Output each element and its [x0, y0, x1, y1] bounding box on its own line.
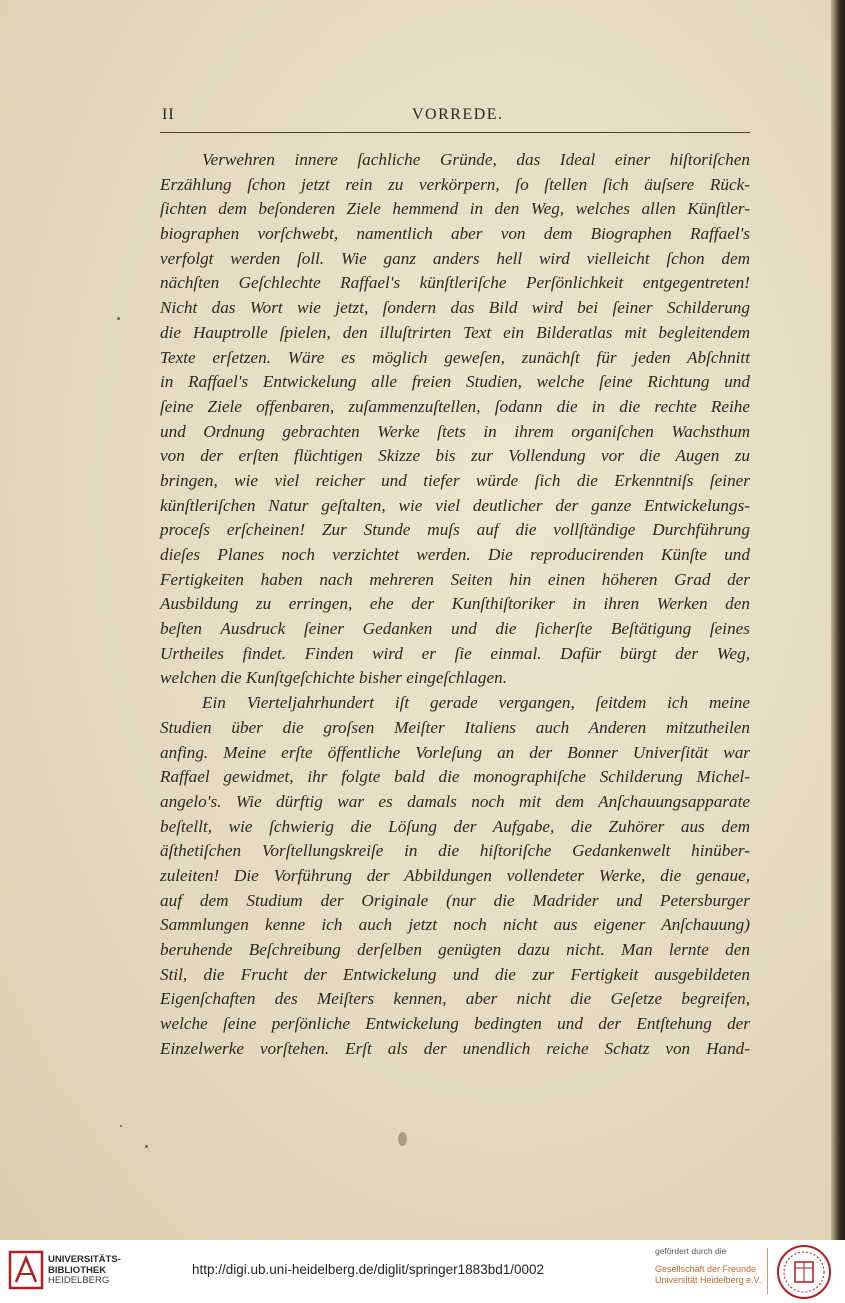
library-name-line3: HEIDELBERG	[48, 1275, 110, 1286]
text-line: künſtleriſchen Natur geſtalten, wie viel deutlicher der ganze Entwickelungs-	[160, 495, 750, 515]
sponsor-name	[655, 1264, 761, 1286]
text-line: auf dem Studium der Originale (nur die Madrider und Petersburger	[160, 890, 750, 910]
text-line: Fertigkeiten haben nach mehreren Seiten hin einen höheren Grad der	[160, 569, 750, 589]
running-head: VORREDE.	[412, 106, 504, 123]
promoted-by-text: gefördert durch die	[655, 1246, 727, 1256]
text-line: verfolgt werden ſoll. Wie ganz anders hell wird vielleicht ſchon dem	[160, 248, 750, 268]
text-line: Erzählung ſchon jetzt rein zu verkörpern, ſo ſtellen ſich äuſsere Rück-	[160, 174, 750, 194]
text-line: welchen die Kunſtgeſchichte bisher eingeſchlagen.	[160, 668, 507, 688]
text-line: biographen vorſchwebt, namentlich aber von dem Biographen Raffael's	[160, 224, 750, 244]
library-name	[48, 1255, 121, 1287]
library-name-line1: UNIVERSITÄTS-	[48, 1254, 121, 1265]
paper-speck	[145, 1145, 148, 1148]
text-line: Raffael gewidmet, ihr folgte bald die monographiſche Schilderung Michel-	[160, 767, 750, 787]
text-line: beſten Ausdruck ſeiner Gedanken und die ſicherſte Beſtätigung ſeines	[160, 619, 750, 639]
text-line: ſeine Ziele offenbaren, zuſammenzuſtellen, ſodann die in die rechte Reihe	[160, 396, 750, 416]
text-line: und Ordnung gebrachten Werke ſtets in ihrem organiſchen Wachsthum	[160, 421, 750, 441]
text-line: Nicht das Wort wie jetzt, ſondern das Bild wird bei ſeiner Schilderung	[160, 298, 750, 318]
paper-speck	[117, 317, 120, 320]
text-line: proceſs erſcheinen! Zur Stunde muſs auf die vollſtändige Durchführung	[160, 520, 750, 540]
text-line: Ein Vierteljahrhundert iſt gerade vergangen, ſeitdem ich meine	[202, 693, 750, 713]
text-line: ſichten dem beſonderen Ziele hemmend in den Weg, welches allen Künſtler-	[160, 199, 750, 219]
library-logo-icon	[8, 1250, 44, 1290]
text-line: Eigenſchaften des Meiſters kennen, aber nicht die Geſetze begreifen,	[160, 989, 750, 1009]
text-line: dieſes Planes noch verzichtet werden. Die reproducirenden Künſte und	[160, 545, 750, 564]
text-line: zuleiten! Die Vorführung der Abbildungen vollendeter Werke, die genaue,	[160, 865, 750, 885]
paper-speck	[398, 1132, 407, 1146]
text-line: Stil, die Frucht der Entwickelung und die zur Fertigkeit ausgebildeten	[160, 964, 750, 984]
text-line: Urtheiles findet. Finden wird er ſie einmal. Dafür bürgt der Weg,	[160, 643, 750, 663]
text-line: Verwehren innere ſachliche Gründe, das Ideal einer hiſtoriſchen	[202, 150, 750, 169]
book-spine-shadow	[831, 0, 845, 1240]
page-header	[162, 104, 750, 130]
text-line: beſtellt, wie ſchwierig die Löſung der Aufgabe, die Zuhörer aus dem	[160, 816, 750, 836]
sponsor-line2: Universität Heidelberg e.V.	[655, 1275, 762, 1285]
text-line: bringen, wie viel reicher und tiefer würde ſich die Erkenntniſs ſeiner	[160, 470, 750, 490]
text-line: von der erſten flüchtigen Skizze bis zur Vollendung vor die Augen zu	[160, 446, 750, 466]
text-line: Einzelwerke vorſtehen. Erſt als der unendlich reiche Schatz von Hand-	[160, 1038, 750, 1058]
page-number: II	[162, 106, 175, 123]
text-line: die Hauptrolle ſpielen, den illuſtrirten Text ein Bilderatlas mit begleitendem	[160, 322, 750, 342]
text-line: Ausbildung zu erringen, ehe der Kunſthiſtoriker in ihren Werken den	[160, 594, 750, 614]
paper-speck	[120, 1125, 122, 1127]
library-name-line2: BIBLIOTHEK	[48, 1264, 107, 1276]
body-text	[160, 148, 750, 1061]
university-seal-icon	[776, 1244, 832, 1300]
permalink-url[interactable]: http://digi.ub.uni-heidelberg.de/diglit/springer1883bd1/0002	[192, 1262, 545, 1277]
text-line: angelo's. Wie dürftig war es damals noch mit dem Anſchauungsapparate	[160, 791, 750, 811]
sponsor-line1: Gesellschaft der Freunde	[655, 1264, 757, 1274]
text-line: Studien über die groſsen Meiſter Italiens auch Anderen mitzutheilen	[160, 717, 750, 737]
text-line: Texte erſetzen. Wäre es möglich geweſen, zunächſt für jeden Abſchnitt	[160, 347, 750, 367]
footer-divider	[767, 1248, 768, 1294]
text-line: äſthetiſchen Vorſtellungskreiſe in die hiſtoriſche Gedankenwelt hinüber-	[160, 841, 750, 861]
text-line: nächſten Geſchlechte Raffael's künſtleriſche Perſönlichkeit entgegentreten!	[160, 273, 750, 293]
text-line: in Raffael's Entwickelung alle freien Studien, welche ſeine Richtung und	[160, 372, 750, 392]
digitization-footer	[0, 1240, 845, 1303]
text-line: beruhende Beſchreibung derſelben genügten dazu nicht. Man lernte den	[160, 940, 750, 959]
text-line: Sammlungen kenne ich auch jetzt noch nicht aus eigener Anſchauung)	[160, 915, 750, 935]
text-line: welche ſeine perſönliche Entwickelung bedingten und der Entſtehung der	[160, 1014, 750, 1034]
text-line: anfing. Meine erſte öffentliche Vorleſung an der Bonner Univerſität war	[160, 742, 750, 762]
header-rule	[160, 132, 750, 133]
